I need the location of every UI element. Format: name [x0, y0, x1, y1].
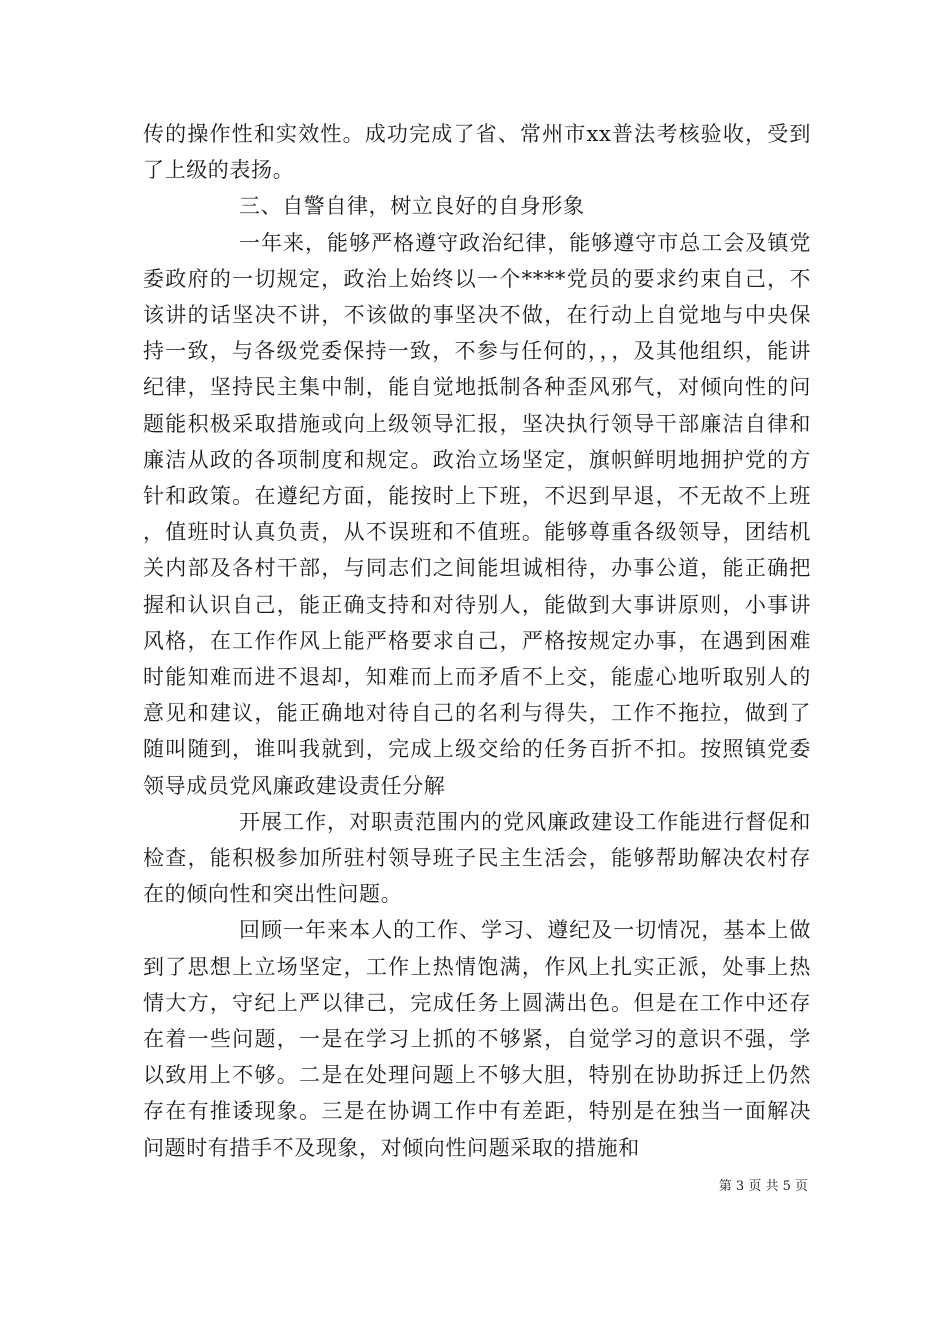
page-number: 第 3 页 共 5 页: [718, 1179, 808, 1194]
paragraph-discipline: 一年来，能够严格遵守政治纪律，能够遵守市总工会及镇党委政府的一切规定，政治上始终以一个****党员的要求约束自己，不该讲的话坚决不讲，不该做的事坚决不做，在行动上自觉地与中央保持一致，与各级党委保持一致，不参与任何的，，，及其他组织，能讲纪律，坚持民主集中制，能自觉地抵制各种歪风邪气，对倾向性的问题能积极采取措施或向上级领导汇报，坚决执行领导干部廉洁自律和廉洁从政的各项制度和规定。政治立场坚定，旗帜鲜明地拥护党的方针和政策。在遵纪方面，能按时上下班，不迟到早退，不无故不上班，值班时认真负责，从不误班和不值班。能够尊重各级领导，团结机关内部及各村干部，与同志们之间能坦诚相待，办事公道，能正确把握和认识自己，能正确支持和对待别人，能做到大事讲原则，小事讲风格，在工作作风上能严格要求自己，严格按规定办事，在遇到困难时能知难而进不退却，知难而上而矛盾不上交，能虚心地听取别人的意见和建议，能正确地对待自己的名利与得失，工作不拖拉，做到了随叫随到，谁叫我就到，完成上级交给的任务百折不扣。按照镇党委领导成员党风廉政建设责任分解: [143, 230, 811, 798]
paragraph-review: 回顾一年来本人的工作、学习、遵纪及一切情况，基本上做到了思想上立场坚定，工作上热情饱满，作风上扎实正派，处事上热情大方，守纪上严以律己，完成任务上圆满出色。但是在工作中还存在着一些问题，一是在学习上抓的不够紧，自觉学习的意识不强，学以致用上不够。二是在处理问题上不够大胆，特别在协助拆迁上仍然存在有推诿现象。三是在协调工作中有差距，特别是在独当一面解决问题时有措手不及现象，对倾向性问题采取的措施和: [143, 918, 811, 1160]
paragraph-continuation: 传的操作性和实效性。成功完成了省、常州市xx普法考核验收，受到了上级的表扬。: [143, 122, 811, 183]
section-heading: 三、自警自律，树立良好的自身形象: [239, 194, 585, 219]
document-body: [143, 116, 811, 1166]
paragraph-work: 开展工作，对职责范围内的党风廉政建设工作能进行督促和检查，能积极参加所驻村领导班子民主生活会，能够帮助解决农村存在的倾向性和突出性问题。: [143, 809, 811, 907]
